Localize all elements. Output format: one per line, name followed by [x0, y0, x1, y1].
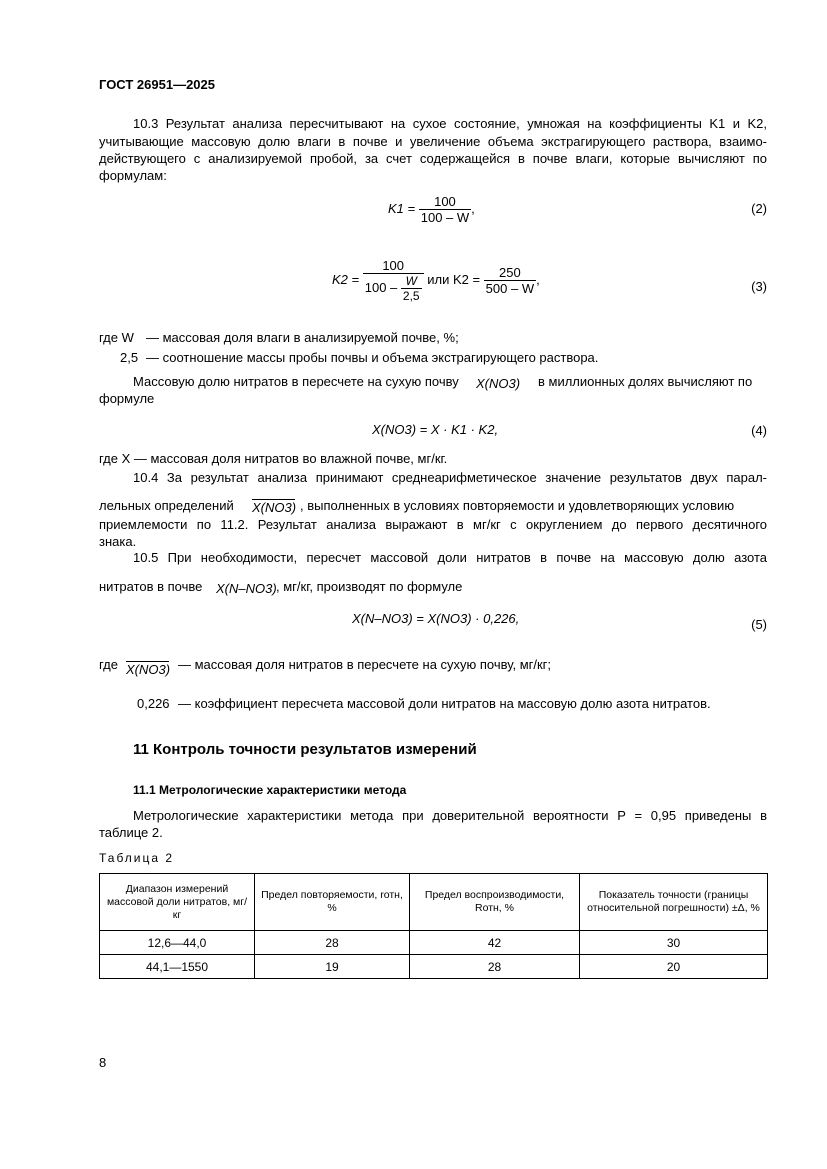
- section-11-1-title: 11.1 Метрологические характеристики метода: [133, 783, 407, 797]
- where3-k-text: — коэффициент пересчета массовой доли нитратов на массовую долю азота нитратов.: [178, 696, 711, 711]
- p104-line-4: знака.: [99, 534, 137, 549]
- p104-symbol: [252, 500, 296, 515]
- p105-line-2b: , мг/кг, производят по формуле: [276, 579, 463, 594]
- table-header-row: [100, 874, 768, 931]
- table-row: [100, 931, 768, 955]
- p104-symbol-bar: X(NO3): [252, 500, 297, 515]
- table-2: [99, 873, 768, 979]
- where3-symbol: [126, 662, 170, 677]
- p103-line-3: действующего с анализируемой пробой, за счет содержащейся в почве влаги, которые вычисляют по: [99, 151, 767, 166]
- where-w-text: — массовая доля влаги в анализируемой почве, %;: [146, 330, 459, 345]
- eq3-den-a: 100 –: [364, 279, 398, 295]
- eq3-tail: ,: [536, 271, 540, 287]
- eq3-numerator: 100: [382, 258, 405, 273]
- eq3-denominator: [363, 273, 424, 303]
- where-w-label: где W: [99, 330, 134, 345]
- table-cell: 42: [410, 931, 580, 955]
- eq2-numerator: 100: [434, 194, 456, 209]
- eq3-lhs: K2 =: [332, 271, 360, 287]
- eq3-inner-denominator: 2,5: [402, 289, 420, 303]
- table-cell: 28: [255, 931, 410, 955]
- eq2-tail: ,: [471, 200, 475, 216]
- p104-line-3: приемлемости по 11.2. Результат анализа выражают в мг/кг с округлением до первого десятичного: [99, 517, 767, 532]
- where3-symbol-bar: X(NO3): [126, 662, 171, 677]
- table-row: [100, 955, 768, 979]
- eq4-number: (4): [751, 423, 767, 438]
- eq3-numerator-2: 250: [499, 265, 521, 280]
- equation-5: X(N–NO3) = X(NO3) · 0,226,: [352, 611, 520, 626]
- eq3-fraction-1: [363, 258, 424, 303]
- p104-line-2a: лельных определений: [99, 498, 234, 513]
- p-mass-line-1b: в миллионных долях вычисляют по: [538, 374, 753, 389]
- table-caption: Таблица 2: [99, 851, 175, 865]
- eq2-number: (2): [751, 201, 767, 216]
- sec111-line-2: таблице 2.: [99, 825, 163, 840]
- eq2-denominator: 100 – W: [420, 210, 470, 225]
- p104-line-1: 10.4 За результат анализа принимают среднеарифметическое значение результатов двух парал-: [133, 470, 767, 485]
- where3-k-label: 0,226: [137, 696, 170, 711]
- table-cell: 28: [410, 955, 580, 979]
- p103-line-4: формулам:: [99, 168, 167, 183]
- where-k-text: — соотношение массы пробы почвы и объема экстрагирующего раствора.: [146, 350, 599, 365]
- eq5-number: (5): [751, 617, 767, 632]
- where-x: где X — массовая доля нитратов во влажной почве, мг/кг.: [99, 451, 448, 466]
- table-header-cell: Показатель точности (границы относительной погрешности) ±Δ, %: [580, 874, 768, 931]
- equation-4: X(NO3) = X · K1 · K2,: [372, 422, 499, 437]
- p-mass-line-1a: Массовую долю нитратов в пересчете на сухую почву: [133, 374, 459, 389]
- p-mass-line-2: формуле: [99, 391, 155, 406]
- p104-line-2b: , выполненных в условиях повторяемости и удовлетворяющих условию: [300, 498, 735, 513]
- table-header-cell: Предел повторяемости, rотн, %: [255, 874, 410, 931]
- sec111-line-1: Метрологические характеристики метода при доверительной вероятности P = 0,95 приведены в: [133, 808, 767, 823]
- eq3-or: или K2 =: [427, 271, 481, 287]
- document-header: ГОСТ 26951—2025: [99, 77, 215, 92]
- table-cell: 44,1—1550: [100, 955, 255, 979]
- equation-3: [332, 258, 540, 303]
- p105-line-2a: нитратов в почве: [99, 579, 203, 594]
- where3-text: — массовая доля нитратов в пересчете на сухую почву, мг/кг;: [178, 657, 552, 672]
- eq3-fraction-2: [484, 265, 536, 296]
- eq2-fraction: [419, 194, 471, 225]
- p105-symbol: X(N–NO3): [216, 581, 277, 596]
- eq3-denominator-2: 500 – W: [485, 281, 535, 296]
- page-number: 8: [99, 1055, 107, 1070]
- table-cell: 19: [255, 955, 410, 979]
- table-header-cell: Диапазон измерений массовой доли нитратов, мг/кг: [100, 874, 255, 931]
- table-cell: 30: [580, 931, 768, 955]
- where3-label: где: [99, 657, 118, 672]
- eq3-inner-numerator: W: [405, 274, 417, 288]
- eq2-lhs: K1 =: [388, 200, 416, 216]
- section-11-title: 11 Контроль точности результатов измерений: [133, 741, 477, 758]
- p105-line-1: 10.5 При необходимости, пересчет массовой доли нитратов в почве на массовую долю азота: [133, 550, 767, 565]
- table-header-cell: Предел воспроизводимости, Rотн, %: [410, 874, 580, 931]
- eq3-inner-fraction: [401, 274, 422, 303]
- eq3-number: (3): [751, 279, 767, 294]
- p103-line-1: 10.3 Результат анализа пересчитывают на сухое состояние, умножая на коэффициенты K1 и K2,: [133, 116, 767, 131]
- where-k-label: 2,5: [120, 350, 139, 365]
- table-cell: 12,6—44,0: [100, 931, 255, 955]
- table-cell: 20: [580, 955, 768, 979]
- p103-line-2: учитывающие массовую долю влаги в почве и увеличение объема экстрагирующего раствора, взаимо-: [99, 134, 767, 149]
- p-mass-symbol: X(NO3): [476, 376, 521, 391]
- equation-2: [388, 194, 475, 225]
